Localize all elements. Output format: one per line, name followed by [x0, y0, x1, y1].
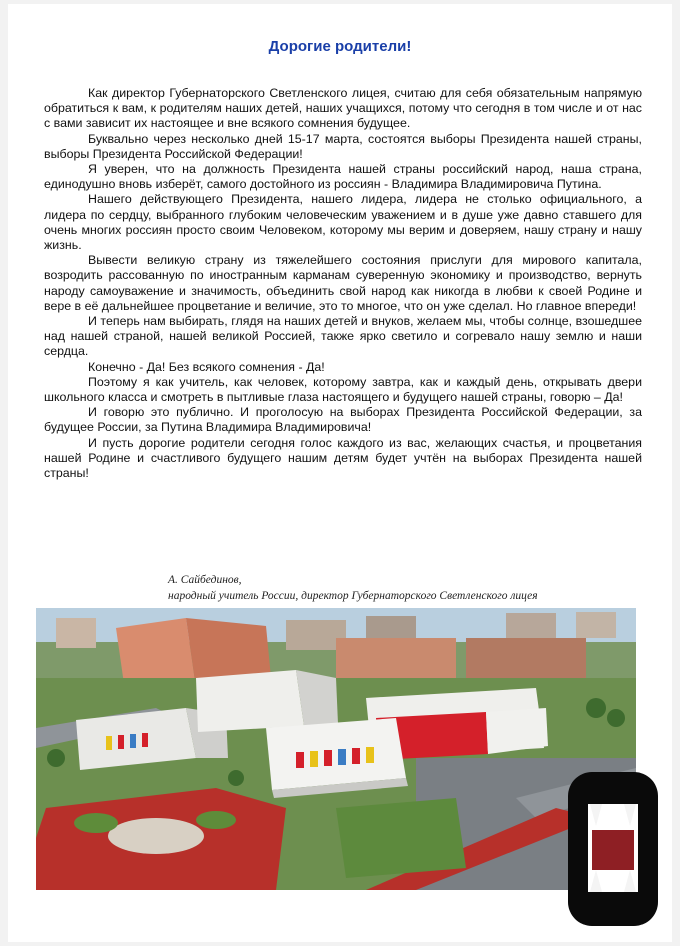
- monster-mouth-zero-sticker: [566, 770, 660, 928]
- paragraph: Поэтому я как учитель, как человек, которому завтра, как и каждый день, открывать двери школьного класса и смотреть в пытливые глаза настоящего и будущего нашей страны, говорю – Да!: [44, 374, 642, 405]
- signature-name: А. Сайбединов,: [168, 574, 242, 586]
- paragraph: И говорю это публично. И проголосую на выборах Президента Российской Федерации, за будущее России, за Путина Владимира Владимировича!: [44, 405, 642, 435]
- paragraph: Буквально через несколько дней 15-17 марта, состоятся выборы Президента нашей страны, выборы Президента Российской Федерации!: [44, 131, 642, 161]
- paragraph: Конечно - Да! Без всякого сомнения - Да!: [88, 359, 325, 374]
- paragraph: Нашего действующего Президента, нашего лидера, лидера не столько официального, а лидера по сердцу, выбранного глубоким человеческим уважением и в душе уже давно ставшего для очень многих россиян просто своим Человеком, которому мы верим и доверяем, нашу страну и нашу жизнь.: [44, 192, 642, 253]
- paragraph: Как директор Губернаторского Светленского лицея, считаю для себя обязательным напрямую обратиться к вам, к родителям наших детей, наших учащихся, потому что сегодня в том числе и от нас с вами зависит их настоящее и вне всякого сомнения будущее.: [44, 86, 642, 131]
- letter-body: [44, 86, 642, 481]
- signature-block: [168, 572, 648, 604]
- paragraph: Я уверен, что на должность Президента нашей страны российский народ, наша страна, единодушно вновь изберёт, самого достойного из россиян - Владимира Владимировича Путина.: [44, 162, 642, 192]
- paragraph: И теперь нам выбирать, глядя на наших детей и внуков, желаем мы, чтобы солнце, взошедшее над нашей страной, нашей великой Россией, также ярко светило и согревало нашу землю и наши сердца.: [44, 314, 642, 359]
- signature-position: народный учитель России, директор Губернаторского Светленского лицея: [168, 590, 538, 602]
- letter-title: Дорогие родители!: [268, 38, 412, 55]
- school-building-aerial-photo: [36, 608, 636, 890]
- paragraph: И пусть дорогие родители сегодня голос каждого из вас, желающих счастья, и процветания нашей Родине и счастливого будущего нашим детям будет учтён на выборах Президента нашей страны!: [44, 435, 642, 481]
- paragraph: Вывести великую страну из тяжелейшего состояния прислуги для мирового капитала, возродить рассованную по иностранным карманам суверенную экономику и производство, вернуть народу самоуважение и значимость, объединить свой народ как никогда в любви к своей Родине и вере в её дальнейшее процветание и величие, это то многое, что он уже сделал. Но главное впереди!: [44, 253, 642, 313]
